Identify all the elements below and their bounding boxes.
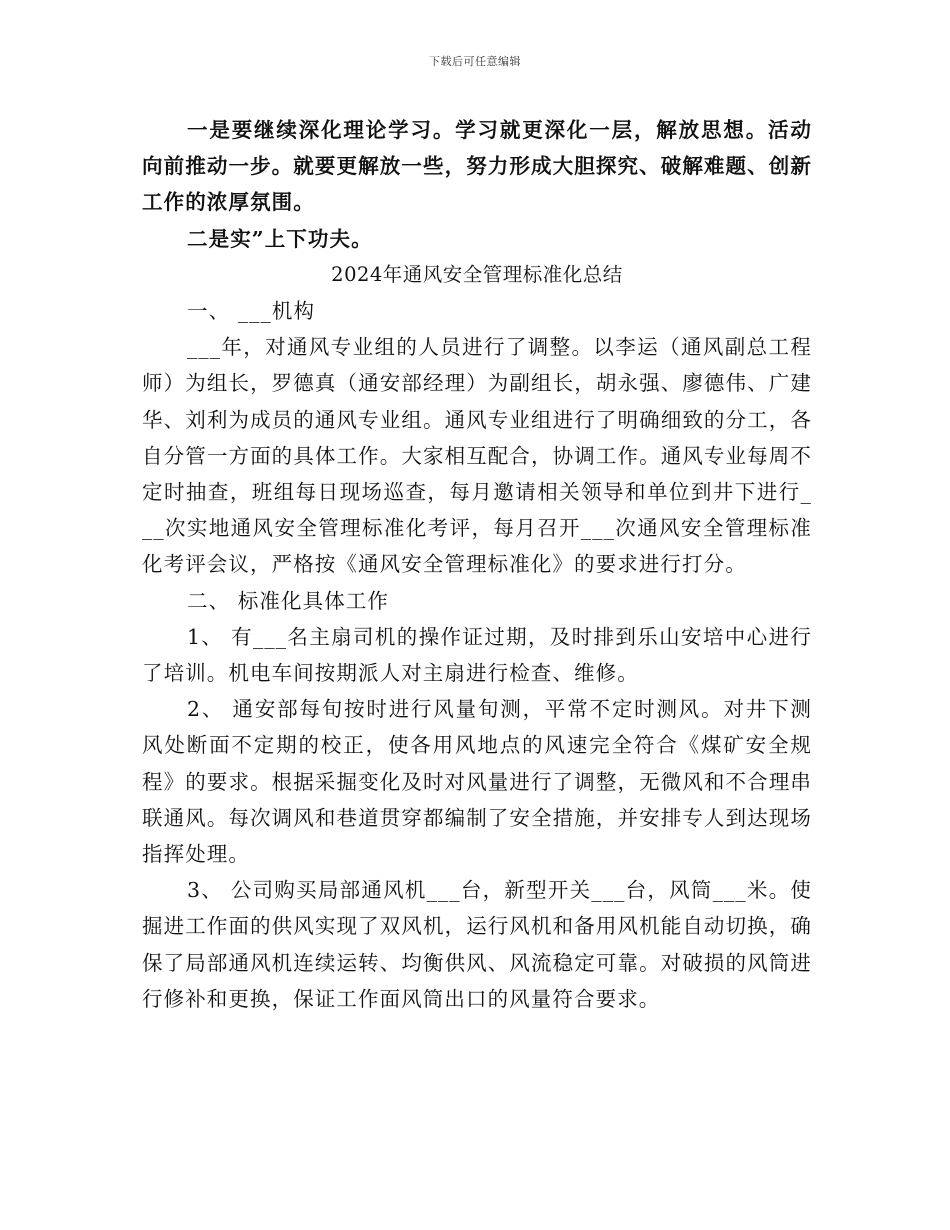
- section-2-item-1: 1、 有___名主扇司机的操作证过期，及时排到乐山安培中心进行了培训。机电车间按期派人对主扇进行检查、维修。: [142, 624, 812, 686]
- document-body: [142, 112, 812, 1017]
- section-2-item-3: 3、 公司购买局部通风机___台，新型开关___台，风筒___米。使掘进工作面的供风实现了双风机，运行风机和备用风机能自动切换，确保了局部通风机连续运转、均衡供风、风流稳定可靠。对破损的风筒进行修补和更换，保证工作面风筒出口的风量符合要求。: [142, 878, 812, 1011]
- document-title: 2024年通风安全管理标准化总结: [331, 262, 623, 286]
- section-2-heading: 二、 标准化具体工作: [187, 588, 390, 613]
- page-header-note: 下载后可任意编辑: [429, 55, 521, 68]
- intro-paragraph-2: 二是实”上下功夫。: [187, 226, 373, 251]
- intro-paragraph-1: 一是要继续深化理论学习。学习就更深化一层，解放思想。活动向前推动一步。就要更解放一些，努力形成大胆探究、破解难题、创新工作的浓厚氛围。: [142, 118, 812, 215]
- section-1-body: ___年，对通风专业组的人员进行了调整。以李运（通风副总工程师）为组长，罗德真（通安部经理）为副组长，胡永强、廖德伟、广建华、刘利为成员的通风专业组。通风专业组进行了明确细致的分工，各自分管一方面的具体工作。大家相互配合，协调工作。通风专业每周不定时抽查，班组每日现场巡查，每月邀请相关领导和单位到井下进行___次实地通风安全管理标准化考评，每月召开___次通风安全管理标准化考评会议，严格按《通风安全管理标准化》的要求进行打分。: [142, 335, 812, 577]
- section-2-item-2: 2、 通安部每旬按时进行风量旬测，平常不定时测风。对井下测风处断面不定期的校正，使各用风地点的风速完全符合《煤矿安全规程》的要求。根据采掘变化及时对风量进行了调整，无微风和不合理串联通风。每次调风和巷道贯穿都编制了安全措施，并安排专人到达现场指挥处理。: [142, 697, 812, 867]
- section-1-heading: 一、 ___机构: [187, 299, 316, 324]
